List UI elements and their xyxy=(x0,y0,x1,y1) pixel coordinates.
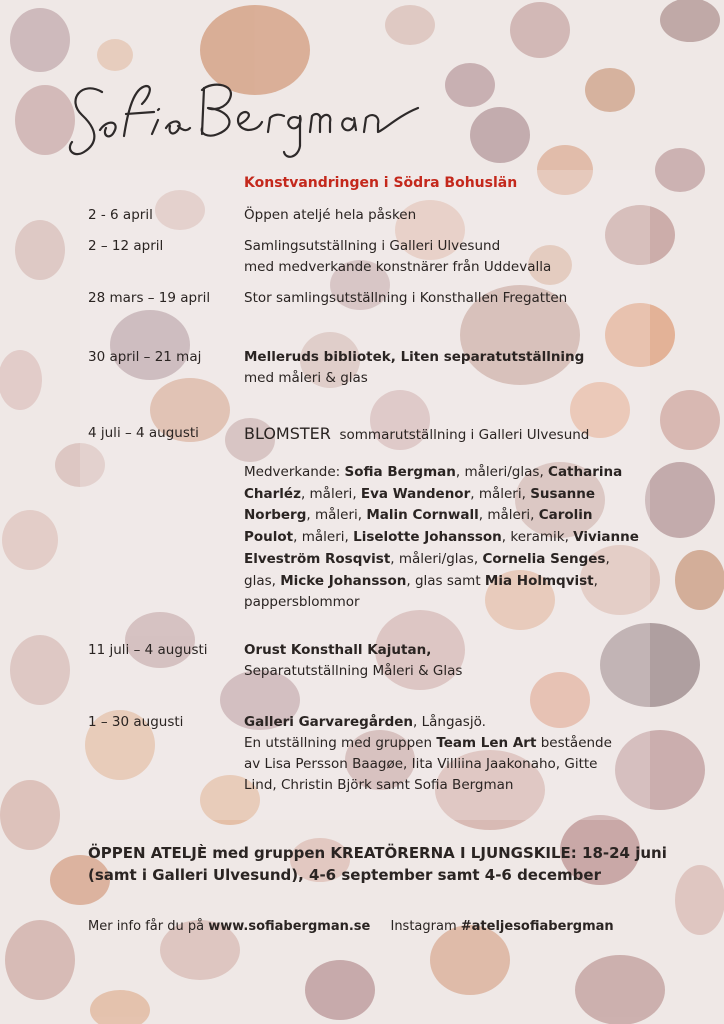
event-title-suffix: , Långasjö. xyxy=(413,714,486,730)
artist-name: Mia Holmqvist xyxy=(484,572,594,589)
artist-name: Susanne Norberg xyxy=(244,485,596,524)
website-link[interactable]: www.sofiabergman.se xyxy=(208,919,371,934)
event-line-suffix: bestående xyxy=(536,735,612,751)
artist-medium: måleri/glas xyxy=(464,464,540,480)
event-line: Öppen ateljé hela påsken xyxy=(244,207,417,223)
participants-label: Medverkande: xyxy=(244,464,341,480)
artist-name: Micke Johansson xyxy=(280,572,407,589)
artist-medium: glas xyxy=(244,572,272,589)
section-title: Konstvandringen i Södra Bohuslän xyxy=(244,175,518,191)
artist-medium: måleri xyxy=(478,485,522,502)
open-studio-notice: ÖPPEN ATELJÈ med gruppen KREATÖRERNA I LJUNGSKILE: 18-24 juni (samt i Galleri Ulvesund), 4-6 september samt 4-6 december xyxy=(88,844,667,884)
event-line: med medverkande konstnärer från Uddevalla xyxy=(244,259,552,275)
footer xyxy=(88,919,614,934)
artist-name: Catharina Charléz xyxy=(244,464,623,502)
group-name: Team Len Art xyxy=(436,735,537,751)
artist-medium: måleri xyxy=(487,507,531,524)
event-title: Galleri Garvaregården xyxy=(244,714,414,730)
artist-medium: glas samt xyxy=(414,572,481,589)
event-line: Stor samlingsutställning i Konsthallen Fregatten xyxy=(244,290,568,306)
artist-medium: måleri xyxy=(309,485,353,502)
artist-medium: keramik xyxy=(510,529,565,546)
event-line: Lind, Christin Björk samt Sofia Bergman xyxy=(244,777,514,793)
event-line: Samlingsutställning i Galleri Ulvesund xyxy=(244,238,501,254)
artist-medium: måleri xyxy=(314,507,358,524)
event-description xyxy=(244,288,644,309)
event-description xyxy=(244,347,644,389)
sofia-bergman-signature-logo xyxy=(62,70,422,180)
participants-list: Medverkande: Sofia Bergman, måleri/glas, Catharina Charléz, måleri, Eva Wandenor, måleri, Susanne Norberg, måleri, Malin Cornwall, måleri, Carolin Poulot, måleri, Liselotte Johansson, keramik, Vivianne Elveström Rosqvist, måleri/glas, Cornelia Senges, glas, Micke Johansson, glas samt Mia Holmqvist, pappersblommor xyxy=(244,464,639,611)
event-description xyxy=(244,205,644,226)
artist-medium: pappersblommor xyxy=(244,594,360,611)
event-date: 11 juli – 4 augusti xyxy=(88,642,208,658)
event-title: Orust Konsthall Kajutan, xyxy=(244,642,432,658)
artist-name: Sofia Bergman xyxy=(344,464,456,480)
event-line-prefix: En utställning med gruppen xyxy=(244,735,437,751)
event-description xyxy=(244,236,644,278)
event-date: 28 mars – 19 april xyxy=(88,290,211,306)
event-date: 30 april – 21 maj xyxy=(88,349,202,365)
artist-medium: måleri xyxy=(301,529,345,546)
event-date: 1 – 30 augusti xyxy=(88,714,184,730)
instagram-handle[interactable]: #ateljesofiabergman xyxy=(460,919,614,934)
artist-name: Malin Cornwall xyxy=(366,507,479,524)
artist-medium: måleri/glas xyxy=(398,550,474,567)
event-subtitle: sommarutställning i Galleri Ulvesund xyxy=(339,427,590,443)
artist-name: Carolin Poulot xyxy=(244,507,593,546)
event-line: med måleri & glas xyxy=(244,370,368,386)
event-date: 2 - 6 april xyxy=(88,207,153,223)
event-description xyxy=(244,640,644,682)
artist-name: Cornelia Senges xyxy=(482,550,606,567)
event-line: Separatutställning Måleri & Glas xyxy=(244,663,463,679)
event-title: BLOMSTER xyxy=(244,424,331,443)
info-prefix: Mer info får du på xyxy=(88,919,205,934)
event-date: 2 – 12 april xyxy=(88,238,164,254)
event-date: 4 juli – 4 augusti xyxy=(88,425,199,441)
artist-name: Liselotte Johansson xyxy=(353,529,502,546)
event-line: av Lisa Persson Baagøe, Iita Villiina Jaakonaho, Gitte xyxy=(244,756,598,772)
event-title: Melleruds bibliotek, Liten separatutställning xyxy=(244,349,585,365)
instagram-prefix: Instagram xyxy=(390,919,457,934)
artist-name: Eva Wandenor xyxy=(360,485,471,502)
artist-name: Vivianne Elveström Rosqvist xyxy=(244,529,639,567)
event-description xyxy=(244,712,644,796)
event-description xyxy=(244,423,644,446)
